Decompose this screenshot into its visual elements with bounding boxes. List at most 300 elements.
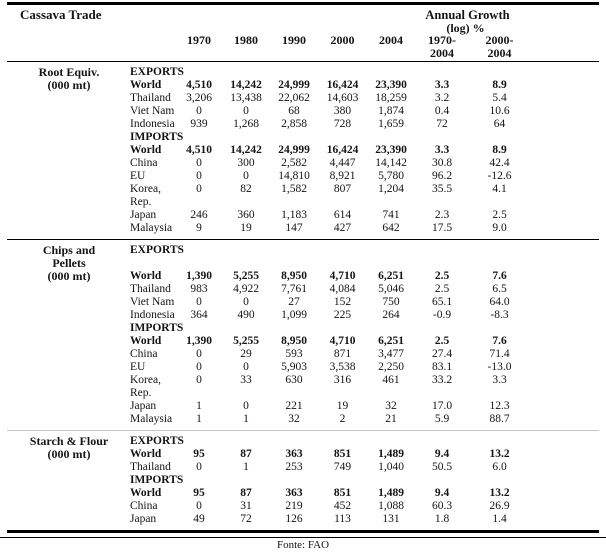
country-cell: World	[130, 270, 162, 282]
source-note: Fonte: FAO	[276, 539, 330, 551]
value-cell: 364	[190, 309, 208, 321]
value-cell: 4.1	[492, 183, 507, 195]
value-cell: 65.1	[431, 296, 453, 308]
value-cell: 1	[196, 400, 202, 412]
value-cell: 13,438	[230, 92, 262, 104]
country-cell: Malaysia	[130, 413, 173, 425]
value-cell	[270, 257, 318, 270]
value-cell: 23,390	[375, 144, 407, 156]
value-cell: 32	[288, 413, 300, 425]
value-cell	[222, 322, 270, 335]
value-cell	[270, 66, 318, 79]
value-cell	[469, 131, 530, 144]
group-label: IMPORTS	[130, 474, 184, 486]
value-cell: 728	[333, 118, 352, 130]
section-label-line: (000 mt)	[47, 78, 91, 92]
value-cell: 221	[285, 400, 303, 412]
value-cell: 1,582	[281, 183, 307, 195]
value-cell: 6.5	[492, 283, 507, 295]
value-cell: 14,242	[230, 144, 262, 156]
value-cell: 380	[333, 105, 352, 117]
value-cell: 7.6	[492, 335, 507, 347]
value-cell	[367, 66, 415, 79]
value-cell: 0	[196, 105, 202, 117]
year-column-header: 1990	[282, 33, 306, 47]
value-cell	[415, 244, 469, 257]
value-cell: 6,251	[378, 335, 404, 347]
value-cell	[367, 257, 415, 270]
country-cell: World	[130, 335, 162, 347]
value-cell	[415, 387, 469, 400]
value-cell: 461	[382, 374, 400, 386]
value-cell: 614	[333, 209, 352, 221]
value-cell: 1,390	[186, 335, 212, 347]
value-cell	[270, 435, 318, 448]
value-cell: 71.4	[489, 348, 510, 360]
value-cell: 4,510	[186, 79, 212, 91]
value-cell: 19	[240, 222, 252, 234]
value-cell: 35.5	[431, 183, 453, 195]
value-cell: 851	[333, 448, 352, 460]
value-cell	[222, 244, 270, 257]
value-cell: 18,259	[375, 92, 407, 104]
value-cell: 95	[193, 448, 205, 460]
section-label-line	[8, 474, 130, 487]
country-cell: Indonesia	[130, 118, 175, 130]
value-cell	[469, 244, 530, 257]
group-label: EXPORTS	[130, 66, 184, 78]
value-cell: -8.3	[490, 309, 509, 321]
value-cell: 27.4	[431, 348, 453, 360]
section-label-line	[8, 487, 130, 500]
value-cell	[367, 131, 415, 144]
growth-period-header-line: 2000-	[485, 33, 514, 47]
country-cell: Viet Nam	[130, 296, 175, 308]
value-cell: 87	[240, 448, 252, 460]
value-cell	[270, 474, 318, 487]
value-cell: 1	[243, 461, 249, 473]
section-label-line	[8, 374, 130, 387]
section-label-line	[8, 513, 130, 526]
value-cell: 42.4	[489, 157, 510, 169]
value-cell: 6.0	[492, 461, 507, 473]
country-cell: China	[130, 500, 158, 512]
value-cell: 8.9	[492, 144, 507, 156]
value-cell	[469, 474, 530, 487]
value-cell: 83.1	[431, 361, 453, 373]
value-cell: 363	[285, 487, 303, 499]
value-cell: -12.6	[487, 170, 512, 182]
value-cell	[222, 131, 270, 144]
value-cell: 300	[237, 157, 255, 169]
value-cell: 741	[382, 209, 400, 221]
value-cell: 750	[382, 296, 400, 308]
value-cell: 4,710	[329, 270, 356, 282]
value-cell: 60.3	[431, 500, 453, 512]
value-cell	[176, 322, 222, 335]
country-cell: Japan	[130, 400, 157, 412]
growth-period-header-line: 1970-	[428, 33, 456, 47]
value-cell: 1,099	[281, 309, 307, 321]
value-cell: -13.0	[487, 361, 512, 373]
value-cell: 72	[240, 513, 252, 525]
value-cell: 0	[196, 348, 202, 360]
value-cell: 0	[196, 361, 202, 373]
value-cell: 72	[436, 118, 448, 130]
value-cell: 630	[285, 374, 303, 386]
value-cell	[270, 131, 318, 144]
value-cell: 9.0	[492, 222, 507, 234]
value-cell: 9.4	[434, 487, 450, 499]
value-cell: 19	[336, 400, 349, 412]
value-cell: 8,950	[281, 335, 307, 347]
section-label-line	[8, 348, 130, 361]
value-cell: 219	[285, 500, 303, 512]
value-cell	[318, 387, 367, 400]
section-label-line: Root Equiv.	[38, 65, 100, 79]
value-cell: 1,183	[281, 209, 307, 221]
value-cell	[415, 196, 469, 209]
value-cell	[469, 435, 530, 448]
value-cell: 14,603	[326, 92, 359, 104]
section-label-line	[8, 283, 130, 296]
value-cell: 14,810	[278, 170, 310, 182]
value-cell: 16,424	[326, 79, 359, 91]
value-cell	[176, 66, 222, 79]
value-cell	[415, 322, 469, 335]
value-cell	[415, 66, 469, 79]
value-cell: 68	[288, 105, 300, 117]
value-cell: 96.2	[431, 170, 453, 182]
section-label-line	[8, 387, 130, 400]
year-column-header: 1970	[187, 33, 211, 47]
group-label: EXPORTS	[130, 244, 184, 256]
value-cell: 1,659	[378, 118, 404, 130]
value-cell: 2,582	[281, 157, 307, 169]
value-cell: 0	[243, 361, 249, 373]
value-cell: 939	[190, 118, 208, 130]
value-cell: 14,142	[375, 157, 407, 169]
value-cell	[318, 66, 367, 79]
value-cell	[415, 474, 469, 487]
section-label-line	[8, 413, 130, 426]
value-cell: 0	[196, 157, 202, 169]
section-label-line	[8, 400, 130, 413]
section-label-line	[8, 296, 130, 309]
value-cell: 427	[333, 222, 352, 234]
growth-period-header-line: 2004	[487, 46, 512, 60]
value-cell: 82	[240, 183, 252, 195]
value-cell: 1,874	[378, 105, 404, 117]
value-cell: 363	[285, 448, 303, 460]
value-cell: 5,255	[233, 335, 259, 347]
value-cell: 4,084	[329, 283, 356, 295]
value-cell	[176, 131, 222, 144]
year-column-header: 2000	[330, 33, 355, 47]
country-cell: Thailand	[130, 461, 171, 473]
value-cell: 851	[333, 487, 352, 499]
value-cell: 50.5	[431, 461, 453, 473]
section-starch-flour	[8, 431, 606, 530]
value-cell: 2,250	[378, 361, 404, 373]
value-cell	[318, 435, 367, 448]
value-cell	[318, 131, 367, 144]
value-cell	[318, 244, 367, 257]
value-cell: 16,424	[326, 144, 359, 156]
value-cell: 452	[333, 500, 352, 512]
value-cell: 0	[196, 500, 202, 512]
section-label-line	[8, 461, 130, 474]
section-label-line	[8, 309, 130, 322]
value-cell	[469, 196, 530, 209]
value-cell: 95	[193, 487, 205, 499]
value-cell	[270, 387, 318, 400]
country-cell: World	[130, 79, 162, 91]
value-cell: 2.5	[434, 283, 450, 295]
value-cell: 33.2	[431, 374, 453, 386]
country-cell: China	[130, 348, 158, 360]
value-cell: 0	[196, 461, 202, 473]
country-cell: EU	[130, 170, 146, 182]
section-label-line	[8, 209, 130, 222]
value-cell: 316	[333, 374, 352, 386]
value-cell: 3,538	[329, 361, 356, 373]
value-cell	[469, 257, 530, 270]
value-cell: 5.9	[434, 413, 450, 425]
value-cell	[270, 196, 318, 209]
value-cell: 0	[243, 296, 249, 308]
section-label-line: (000 mt)	[47, 447, 91, 461]
growth-header-subtitle: (log) %	[446, 21, 485, 35]
value-cell	[367, 474, 415, 487]
value-cell: 5,903	[281, 361, 307, 373]
value-cell	[318, 474, 367, 487]
value-cell: 3,477	[378, 348, 404, 360]
value-cell	[318, 257, 367, 270]
value-cell: 64	[493, 118, 506, 130]
value-cell	[270, 322, 318, 335]
value-cell: 2.5	[492, 209, 507, 221]
value-cell: 23,390	[375, 79, 407, 91]
section-label-line	[8, 222, 130, 235]
group-label: EXPORTS	[130, 435, 184, 447]
value-cell: 30.8	[431, 157, 453, 169]
value-cell: 983	[190, 283, 208, 295]
section-label-line	[8, 131, 130, 144]
country-cell: Thailand	[130, 92, 171, 104]
value-cell	[318, 196, 367, 209]
value-cell: 5.4	[492, 92, 507, 104]
value-cell: 807	[333, 183, 352, 195]
value-cell: 9	[196, 222, 202, 234]
value-cell: 5,046	[378, 283, 404, 295]
value-cell: 3.3	[492, 374, 507, 386]
value-cell: 2.5	[434, 335, 450, 347]
value-cell: 152	[333, 296, 352, 308]
value-cell: 642	[382, 222, 400, 234]
value-cell: 14,242	[230, 79, 262, 91]
value-cell: 13.2	[489, 487, 510, 499]
value-cell: 12.3	[489, 400, 510, 412]
value-cell: 24,999	[278, 79, 310, 91]
section-label-line	[8, 335, 130, 348]
value-cell: 13.2	[489, 448, 510, 460]
country-cell: Korea,	[130, 183, 161, 195]
value-cell: 131	[382, 513, 400, 525]
value-cell: 8,950	[281, 270, 307, 282]
value-cell: 126	[285, 513, 303, 525]
section-label-line	[8, 144, 130, 157]
value-cell	[222, 387, 270, 400]
value-cell: -0.9	[432, 309, 452, 321]
value-cell	[367, 244, 415, 257]
value-cell: 3,206	[186, 92, 212, 104]
country-cell: EU	[130, 361, 146, 373]
value-cell: 10.6	[489, 105, 510, 117]
value-cell	[222, 257, 270, 270]
value-cell: 1	[196, 413, 202, 425]
value-cell: 0	[196, 170, 202, 182]
value-cell: 360	[237, 209, 255, 221]
value-cell: 2,858	[281, 118, 307, 130]
section-label-line	[8, 118, 130, 131]
section-root-equiv	[8, 62, 606, 239]
section-label-line	[8, 183, 130, 196]
value-cell: 5,255	[233, 270, 259, 282]
value-cell: 2.5	[434, 270, 450, 282]
value-cell: 88.7	[489, 413, 510, 425]
value-cell: 1,489	[378, 448, 404, 460]
value-cell: 1	[243, 413, 249, 425]
value-cell: 17.5	[431, 222, 453, 234]
value-cell: 2.3	[434, 209, 450, 221]
value-cell	[367, 387, 415, 400]
value-cell: 253	[285, 461, 303, 473]
value-cell: 8,921	[329, 170, 356, 182]
value-cell: 490	[237, 309, 255, 321]
section-chips-pellets	[8, 240, 606, 430]
value-cell: 9.4	[434, 448, 450, 460]
value-cell: 31	[240, 500, 252, 512]
value-cell: 7,761	[281, 283, 307, 295]
section-label-line: Pellets	[52, 256, 86, 270]
value-cell	[176, 244, 222, 257]
growth-period-header-line: 2004	[430, 46, 454, 60]
country-cell: Viet Nam	[130, 105, 175, 117]
value-cell: 21	[385, 413, 397, 425]
country-cell	[130, 257, 176, 270]
value-cell: 264	[382, 309, 400, 321]
value-cell: 4,922	[233, 283, 259, 295]
value-cell: 6,251	[378, 270, 404, 282]
country-cell: Rep.	[130, 387, 152, 399]
value-cell: 0	[243, 400, 249, 412]
value-cell: 1.8	[434, 513, 450, 525]
section-label-line	[8, 105, 130, 118]
value-cell: 147	[285, 222, 303, 234]
value-cell: 225	[333, 309, 352, 321]
value-cell: 49	[193, 513, 205, 525]
value-cell: 4,447	[329, 157, 356, 169]
country-cell: Japan	[130, 209, 157, 221]
value-cell: 3.3	[434, 144, 450, 156]
value-cell: 1.4	[492, 513, 507, 525]
country-cell: World	[130, 144, 162, 156]
value-cell	[415, 435, 469, 448]
value-cell: 5,780	[378, 170, 404, 182]
value-cell	[415, 257, 469, 270]
value-cell: 749	[333, 461, 352, 473]
table-header	[0, 5, 606, 61]
value-cell: 32	[385, 400, 397, 412]
value-cell: 1,088	[378, 500, 404, 512]
value-cell: 0	[196, 296, 202, 308]
value-cell: 8.9	[492, 79, 507, 91]
value-cell	[176, 474, 222, 487]
value-cell: 7.6	[492, 270, 507, 282]
value-cell: 0	[196, 183, 202, 195]
value-cell: 0	[243, 105, 249, 117]
value-cell	[367, 196, 415, 209]
value-cell	[469, 387, 530, 400]
country-cell: China	[130, 157, 158, 169]
section-label-line	[8, 500, 130, 513]
country-cell: Korea,	[130, 374, 161, 386]
section-label-line	[8, 170, 130, 183]
section-label-line: Chips and	[42, 243, 96, 257]
value-cell	[469, 322, 530, 335]
value-cell	[367, 322, 415, 335]
section-label-line	[8, 157, 130, 170]
value-cell	[222, 435, 270, 448]
value-cell	[367, 435, 415, 448]
value-cell: 3.3	[434, 79, 450, 91]
value-cell: 2	[339, 413, 346, 425]
section-label-line: Starch & Flour	[29, 434, 109, 448]
value-cell: 3.2	[434, 92, 450, 104]
value-cell: 1,489	[378, 487, 404, 499]
value-cell	[469, 66, 530, 79]
value-cell: 87	[240, 487, 252, 499]
country-cell: Thailand	[130, 283, 171, 295]
value-cell: 29	[240, 348, 252, 360]
section-label-line	[8, 92, 130, 105]
year-column-header: 2004	[379, 33, 403, 47]
value-cell: 1,268	[233, 118, 259, 130]
value-cell: 33	[240, 374, 252, 386]
country-cell: World	[130, 448, 162, 460]
value-cell	[176, 435, 222, 448]
value-cell	[415, 131, 469, 144]
value-cell: 246	[190, 209, 208, 221]
group-label: IMPORTS	[130, 322, 184, 334]
value-cell: 0	[196, 374, 202, 386]
country-cell: Malaysia	[130, 222, 173, 234]
section-label-line: (000 mt)	[47, 269, 91, 283]
value-cell: 0	[243, 170, 249, 182]
group-label: IMPORTS	[130, 131, 184, 143]
growth-header-title: Annual Growth	[425, 8, 510, 22]
value-cell	[318, 322, 367, 335]
value-cell: 24,999	[278, 144, 310, 156]
value-cell	[176, 257, 222, 270]
year-column-header: 1980	[234, 33, 258, 47]
country-cell: Japan	[130, 513, 157, 525]
value-cell: 113	[334, 513, 351, 525]
value-cell	[222, 66, 270, 79]
country-cell: Indonesia	[130, 309, 175, 321]
value-cell: 26.9	[489, 500, 510, 512]
